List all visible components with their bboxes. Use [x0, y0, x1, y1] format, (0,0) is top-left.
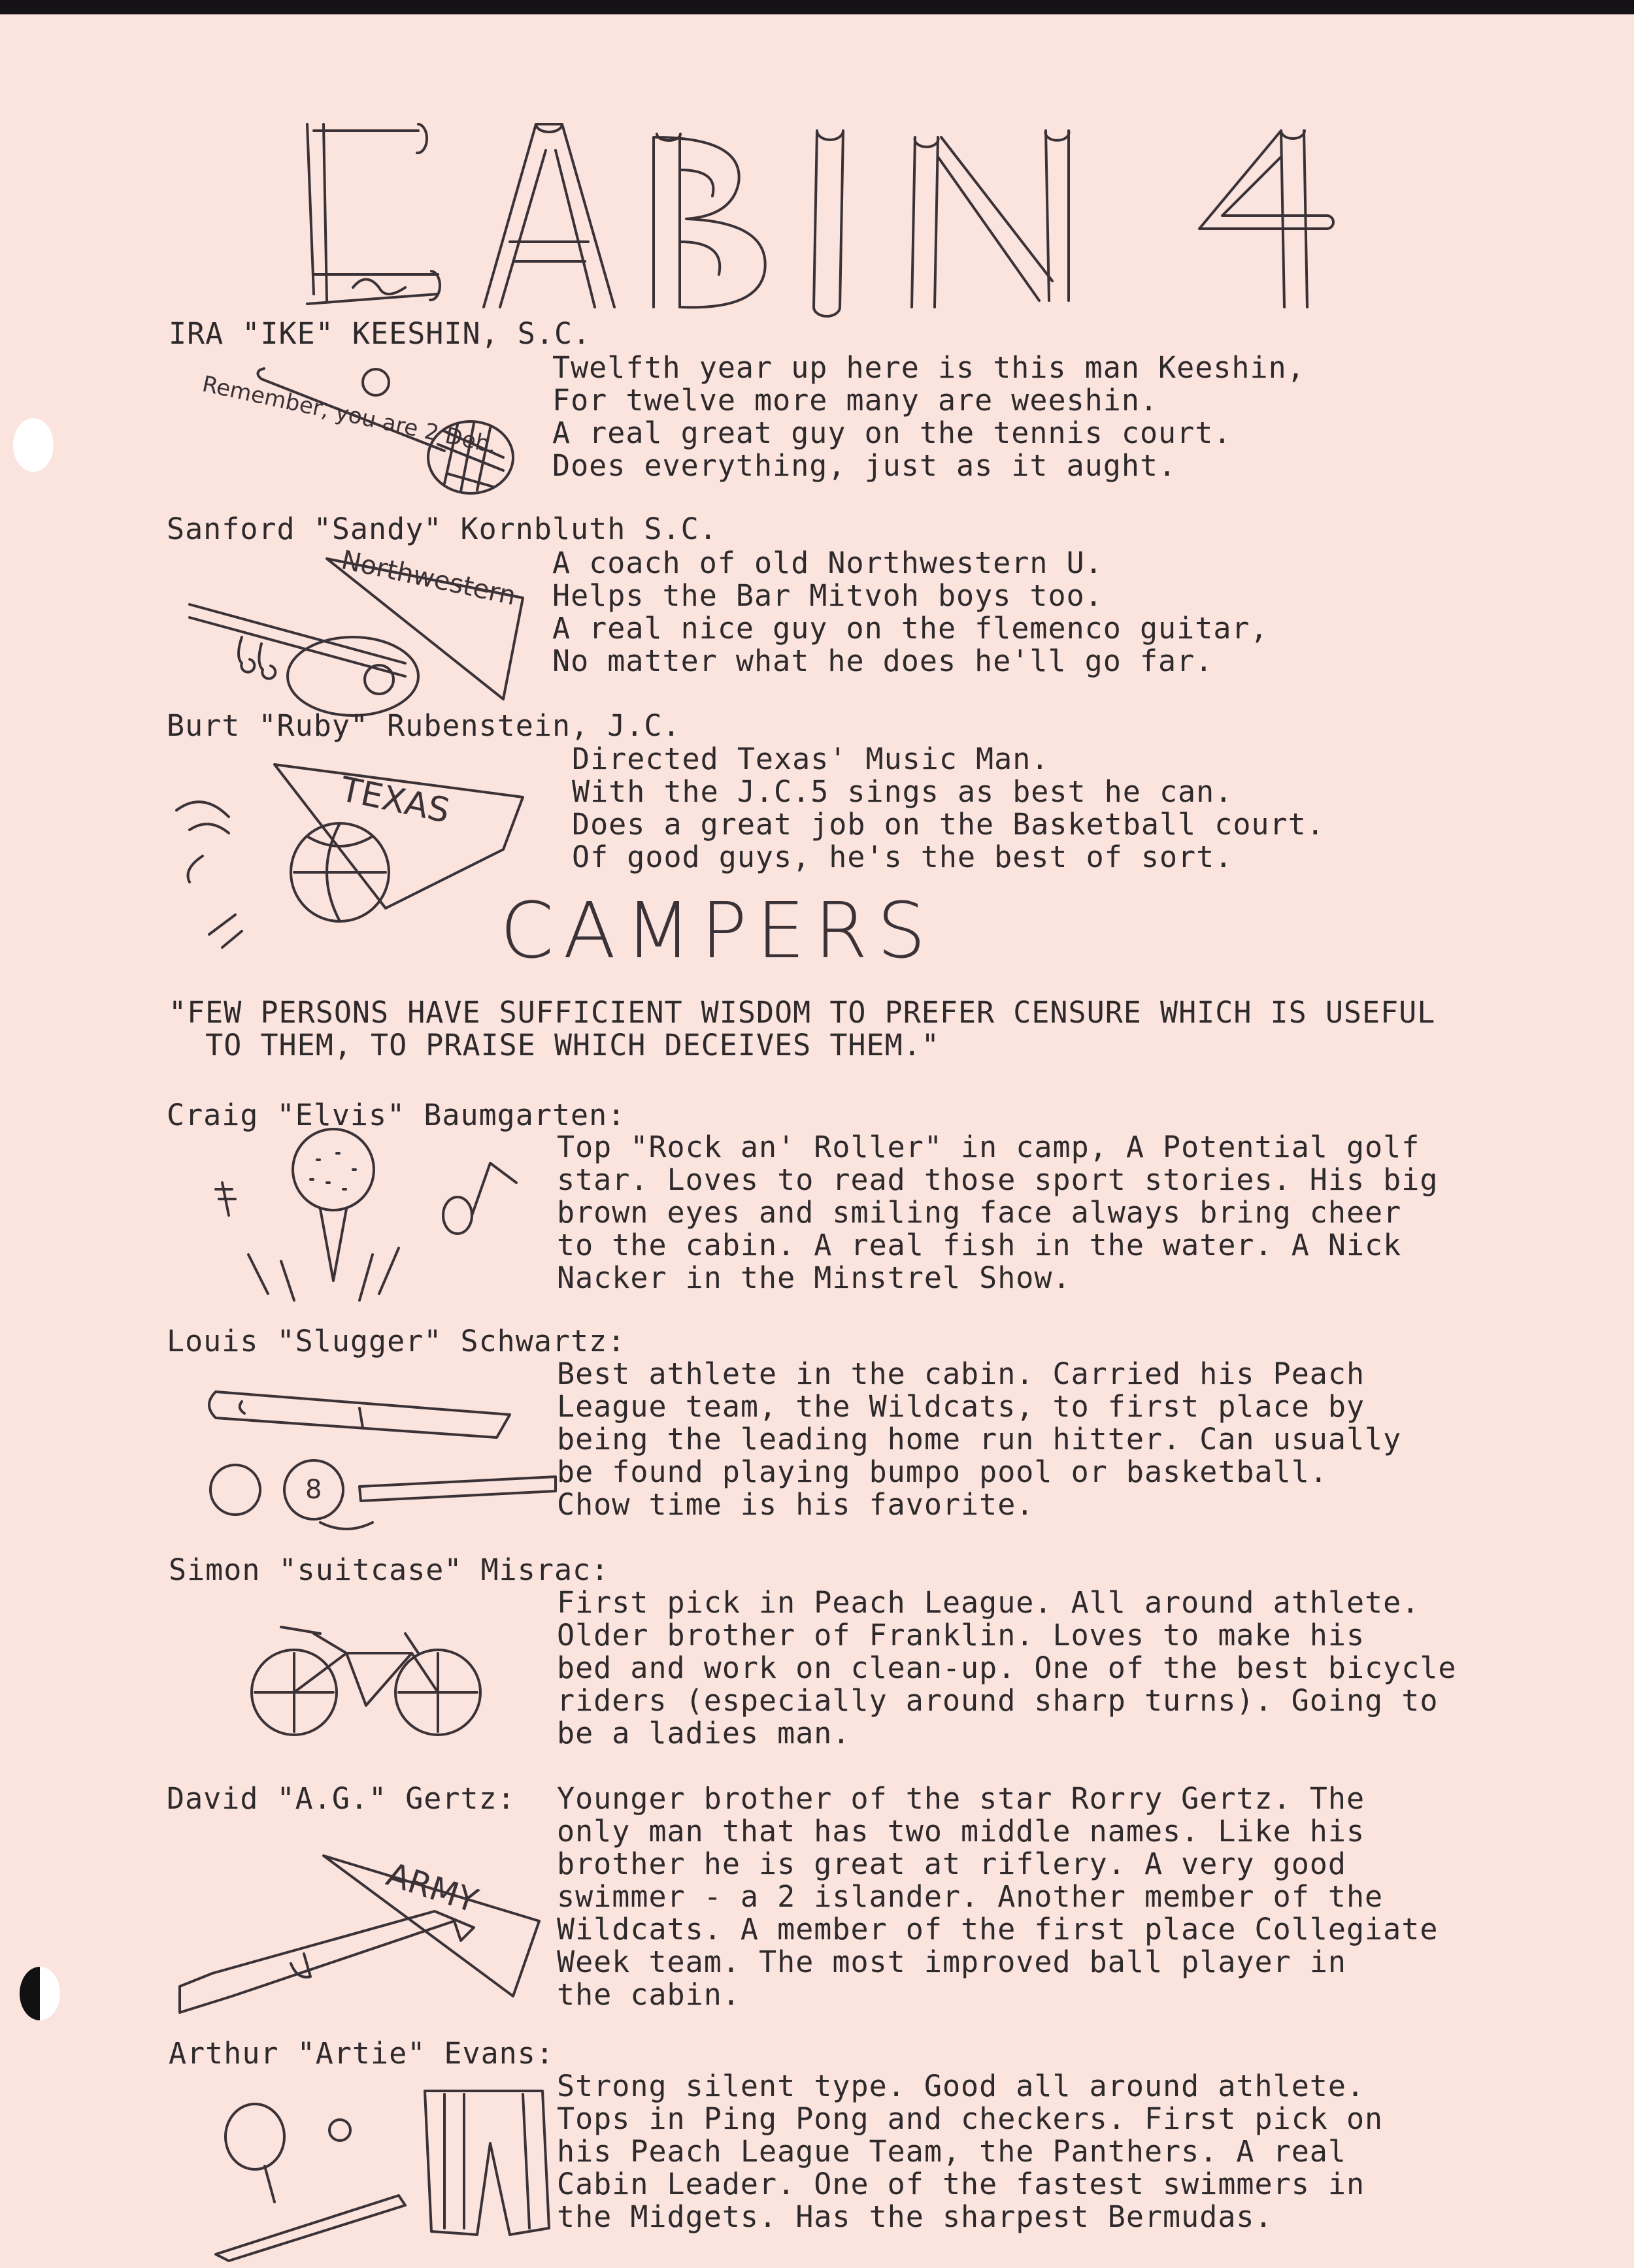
verse-line: Helps the Bar Mitvoh boys too.: [552, 578, 1103, 613]
baseball-bat-pool-ball-sketch: [190, 1372, 556, 1549]
quote-line: TO THEM, TO PRAISE WHICH DECEIVES THEM.": [169, 1028, 940, 1062]
camper-bio-line: Top "Rock an' Roller" in camp, A Potential golf: [557, 1130, 1420, 1164]
camper-bio-line: the Midgets. Has the sharpest Bermudas.: [557, 2199, 1273, 2234]
camper-bio-line: the cabin.: [557, 1977, 741, 2012]
camper-name: Simon "suitcase" Misrac:: [169, 1553, 610, 1587]
verse-line: Directed Texas' Music Man.: [572, 742, 1050, 776]
counselor-name: Burt "Ruby" Rubenstein, J.C.: [167, 708, 681, 743]
quote-line: "FEW PERSONS HAVE SUFFICIENT WISDOM TO PREFER CENSURE WHICH IS USEFUL: [169, 995, 1436, 1030]
camper-name: Craig "Elvis" Baumgarten:: [167, 1098, 626, 1132]
log-letter-i: [814, 131, 843, 316]
camper-bio-line: Tops in Ping Pong and checkers. First pick on: [557, 2101, 1384, 2136]
camper-bio-line: Younger brother of the star Rorry Gertz. The: [557, 1781, 1365, 1816]
log-letter-b: [654, 134, 765, 307]
pennant-text: ARMY: [382, 1855, 483, 1920]
log-numeral-4: [1199, 131, 1333, 307]
camper-bio-line: only man that has two middle names. Like his: [557, 1814, 1365, 1849]
verse-line: Twelfth year up here is this man Keeshin,: [552, 350, 1305, 385]
camper-bio-line: Wildcats. A member of the first place Collegiate: [557, 1912, 1439, 1947]
verse-line: Does a great job on the Basketball court.: [572, 807, 1325, 842]
pennant-text: Northwestern: [339, 545, 519, 612]
verse-line: A coach of old Northwestern U.: [552, 546, 1103, 580]
camper-bio-line: First pick in Peach League. All around athlete.: [557, 1585, 1420, 1620]
scan-top-edge: [0, 0, 1634, 14]
camper-bio-line: brother he is great at riflery. A very good: [557, 1847, 1346, 1881]
camper-bio-line: be a ladies man.: [557, 1716, 851, 1750]
ping-pong-bermudas-sketch: [203, 2084, 569, 2261]
camper-bio-line: to the cabin. A real fish in the water. A Nick: [557, 1228, 1402, 1262]
camper-bio-line: Week team. The most improved ball player in: [557, 1945, 1346, 1979]
camper-bio-line: Strong silent type. Good all around athlete.: [557, 2069, 1365, 2103]
camper-bio-line: be found playing bumpo pool or basketball.: [557, 1454, 1328, 1489]
camper-bio-line: Best athlete in the cabin. Carried his Peach: [557, 1356, 1365, 1391]
log-letter-n: [912, 131, 1069, 307]
verse-line: For twelve more many are weeshin.: [552, 383, 1159, 418]
camper-bio-line: riders (especially around sharp turns). Going to: [557, 1683, 1439, 1718]
camper-bio-line: Older brother of Franklin. Loves to make his: [557, 1618, 1365, 1652]
verse-line: No matter what he does he'll go far.: [552, 644, 1214, 678]
verse-line: Of good guys, he's the best of sort.: [572, 840, 1233, 874]
camper-bio-line: swimmer - a 2 islander. Another member of the: [557, 1879, 1384, 1914]
handwritten-note: Remember, you are 2 Deb.: [199, 370, 499, 459]
rifle-army-pennant-sketch: [173, 1849, 565, 2026]
verse-line: Does everything, just as it aught.: [552, 448, 1177, 483]
log-letter-c: [307, 124, 440, 304]
pool-ball-number: 8: [305, 1475, 322, 1505]
cabin-4-title: [288, 111, 1359, 327]
counselor-name: Sanford "Sandy" Kornbluth S.C.: [167, 512, 718, 546]
camper-bio-line: being the leading home run hitter. Can usually: [557, 1422, 1402, 1456]
verse-line: With the J.C.5 sings as best he can.: [572, 774, 1233, 809]
camper-bio-line: star. Loves to read those sport stories. His big: [557, 1162, 1439, 1197]
camper-bio-line: League team, the Wildcats, to first place by: [557, 1389, 1365, 1424]
golf-ball-music-note-sketch: [203, 1124, 542, 1320]
camper-bio-line: Cabin Leader. One of the fastest swimmers in: [557, 2167, 1365, 2201]
camper-bio-line: Chow time is his favorite.: [557, 1487, 1035, 1522]
camper-name: David "A.G." Gertz:: [167, 1781, 516, 1816]
bicycle-sketch: [242, 1614, 490, 1745]
camper-name: Arthur "Artie" Evans:: [169, 2036, 554, 2071]
log-letter-a: [484, 124, 614, 307]
camper-bio-line: brown eyes and smiling face always bring cheer: [557, 1195, 1402, 1230]
camper-bio-line: Nacker in the Minstrel Show.: [557, 1260, 1071, 1295]
verse-line: A real great guy on the tennis court.: [552, 416, 1232, 450]
punch-hole-lower: [20, 1967, 60, 2020]
campers-heading: CAMPERS: [500, 885, 935, 976]
pennant-text: TEXAS: [337, 770, 454, 831]
verse-line: A real nice guy on the flemenco guitar,: [552, 611, 1269, 646]
punch-hole-upper: [13, 418, 54, 472]
counselor-name: IRA "IKE" KEESHIN, S.C.: [169, 316, 592, 351]
camper-name: Louis "Slugger" Schwartz:: [167, 1324, 626, 1358]
camper-bio-line: bed and work on clean-up. One of the best bicycle: [557, 1651, 1457, 1685]
camper-bio-line: his Peach League Team, the Panthers. A real: [557, 2134, 1346, 2169]
